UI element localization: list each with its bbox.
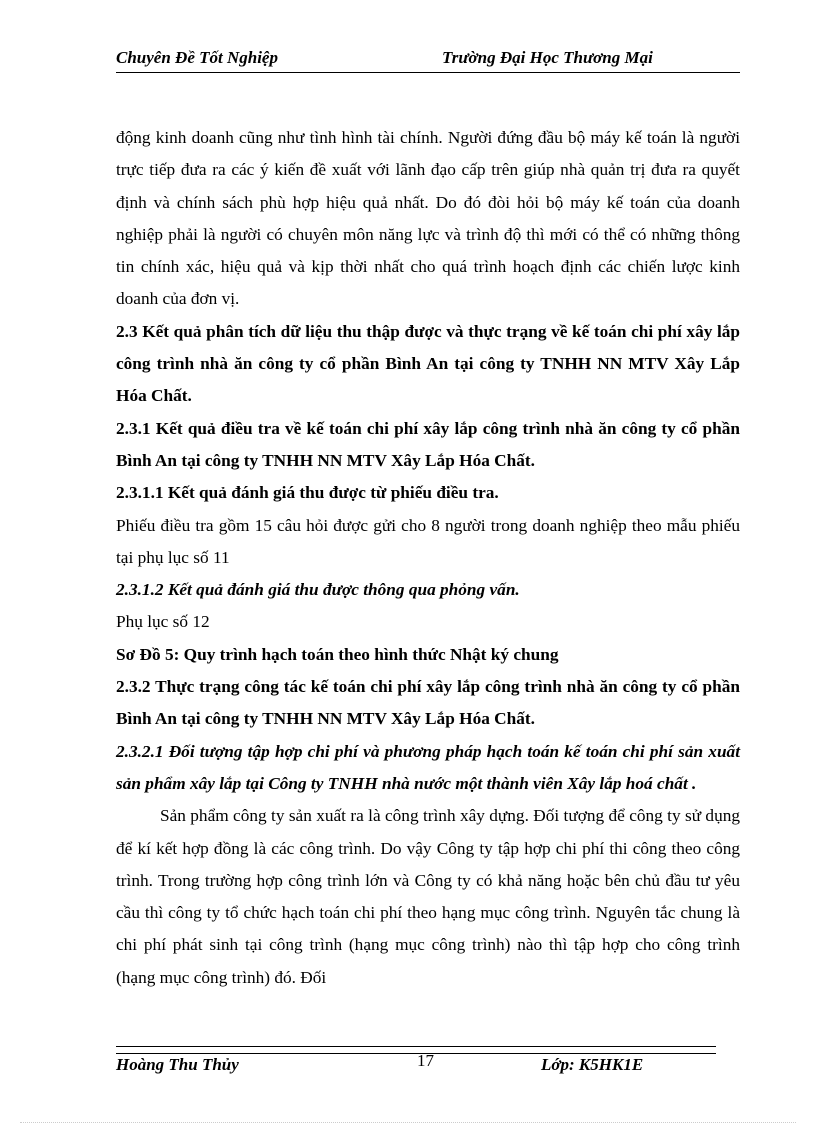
diagram-caption: Sơ Đồ 5: Quy trình hạch toán theo hình thức Nhật ký chung: [116, 644, 559, 664]
paragraph: Phiếu điều tra gồm 15 câu hỏi được gửi cho 8 người trong doanh nghiệp theo mẫu phiếu tại phụ lục số 11: [116, 515, 740, 567]
header-left-title: Chuyên Đề Tốt Nghiệp: [116, 48, 278, 67]
page-header: [116, 46, 740, 73]
paragraph: Sản phẩm công ty sản xuất ra là công trình xây dựng. Đối tượng để công ty sử dụng để kí kết hợp đồng là các công trình. Do vậy Công ty tập hợp chi phí thi công theo công trình. Trong trường hợp công trình lớn và Công ty có khả năng hoặc bên chủ đầu tư yêu cầu thì công ty tổ chức hạch toán chi phí theo hạng mục công trình. Nguyên tắc chung là chi phí phát sinh tại công trình (hạng mục công trình) nào thì tập hợp cho công trình (hạng mục công trình) đó. Đối: [116, 806, 740, 987]
subsubsection-heading: 2.3.2.1 Đối tượng tập hợp chi phí và phương pháp hạch toán kế toán chi phí sản xuất sản phẩm xây lắp tại Công ty TNHH nhà nước một thành viên Xây lắp hoá chất .: [116, 741, 740, 793]
footer-double-rule: [116, 1046, 716, 1054]
header-right-title: Trường Đại Học Thương Mại: [442, 48, 653, 67]
footer-author: Hoàng Thu Thủy: [116, 1055, 239, 1074]
page-footer: [116, 1046, 716, 1086]
section-heading: 2.3 Kết quả phân tích dữ liệu thu thập được và thực trạng về kế toán chi phí xây lắp công trình nhà ăn công ty cổ phần Bình An tại công ty TNHH NN MTV Xây Lắp Hóa Chất.: [116, 321, 740, 406]
paragraph: Phụ lục số 12: [116, 612, 210, 632]
subsection-heading: 2.3.2 Thực trạng công tác kế toán chi phí xây lắp công trình nhà ăn công ty cổ phần Bình An tại công ty TNHH NN MTV Xây Lắp Hóa Chất.: [116, 677, 740, 729]
subsubsection-heading: 2.3.1.2 Kết quả đánh giá thu được thông qua phỏng vấn.: [116, 580, 520, 600]
document-body: [116, 122, 740, 994]
subsection-heading: 2.3.1 Kết quả điều tra về kế toán chi phí xây lắp công trình nhà ăn công ty cổ phần Bình An tại công ty TNHH NN MTV Xây Lắp Hóa Chất.: [116, 418, 740, 470]
footer-class: Lớp: K5HK1E: [541, 1055, 644, 1074]
paragraph: động kinh doanh cũng như tình hình tài chính. Người đứng đầu bộ máy kế toán là người trực tiếp đưa ra các ý kiến đề xuất với lãnh đạo cấp trên giúp nhà quản trị đưa ra quyết định và chính sách phù hợp hiệu quả nhất. Do đó đòi hỏi bộ máy kế toán của doanh nghiệp phải là người có chuyên môn năng lực và trình độ thì mới có thể có những thông tin chính xác, hiệu quả và kịp thời nhất cho quá trình hoạch định các chiến lược kinh doanh của đơn vị.: [116, 128, 740, 309]
page-number: 17: [417, 1051, 434, 1070]
subsubsection-heading: 2.3.1.1 Kết quả đánh giá thu được từ phiếu điều tra.: [116, 483, 499, 503]
